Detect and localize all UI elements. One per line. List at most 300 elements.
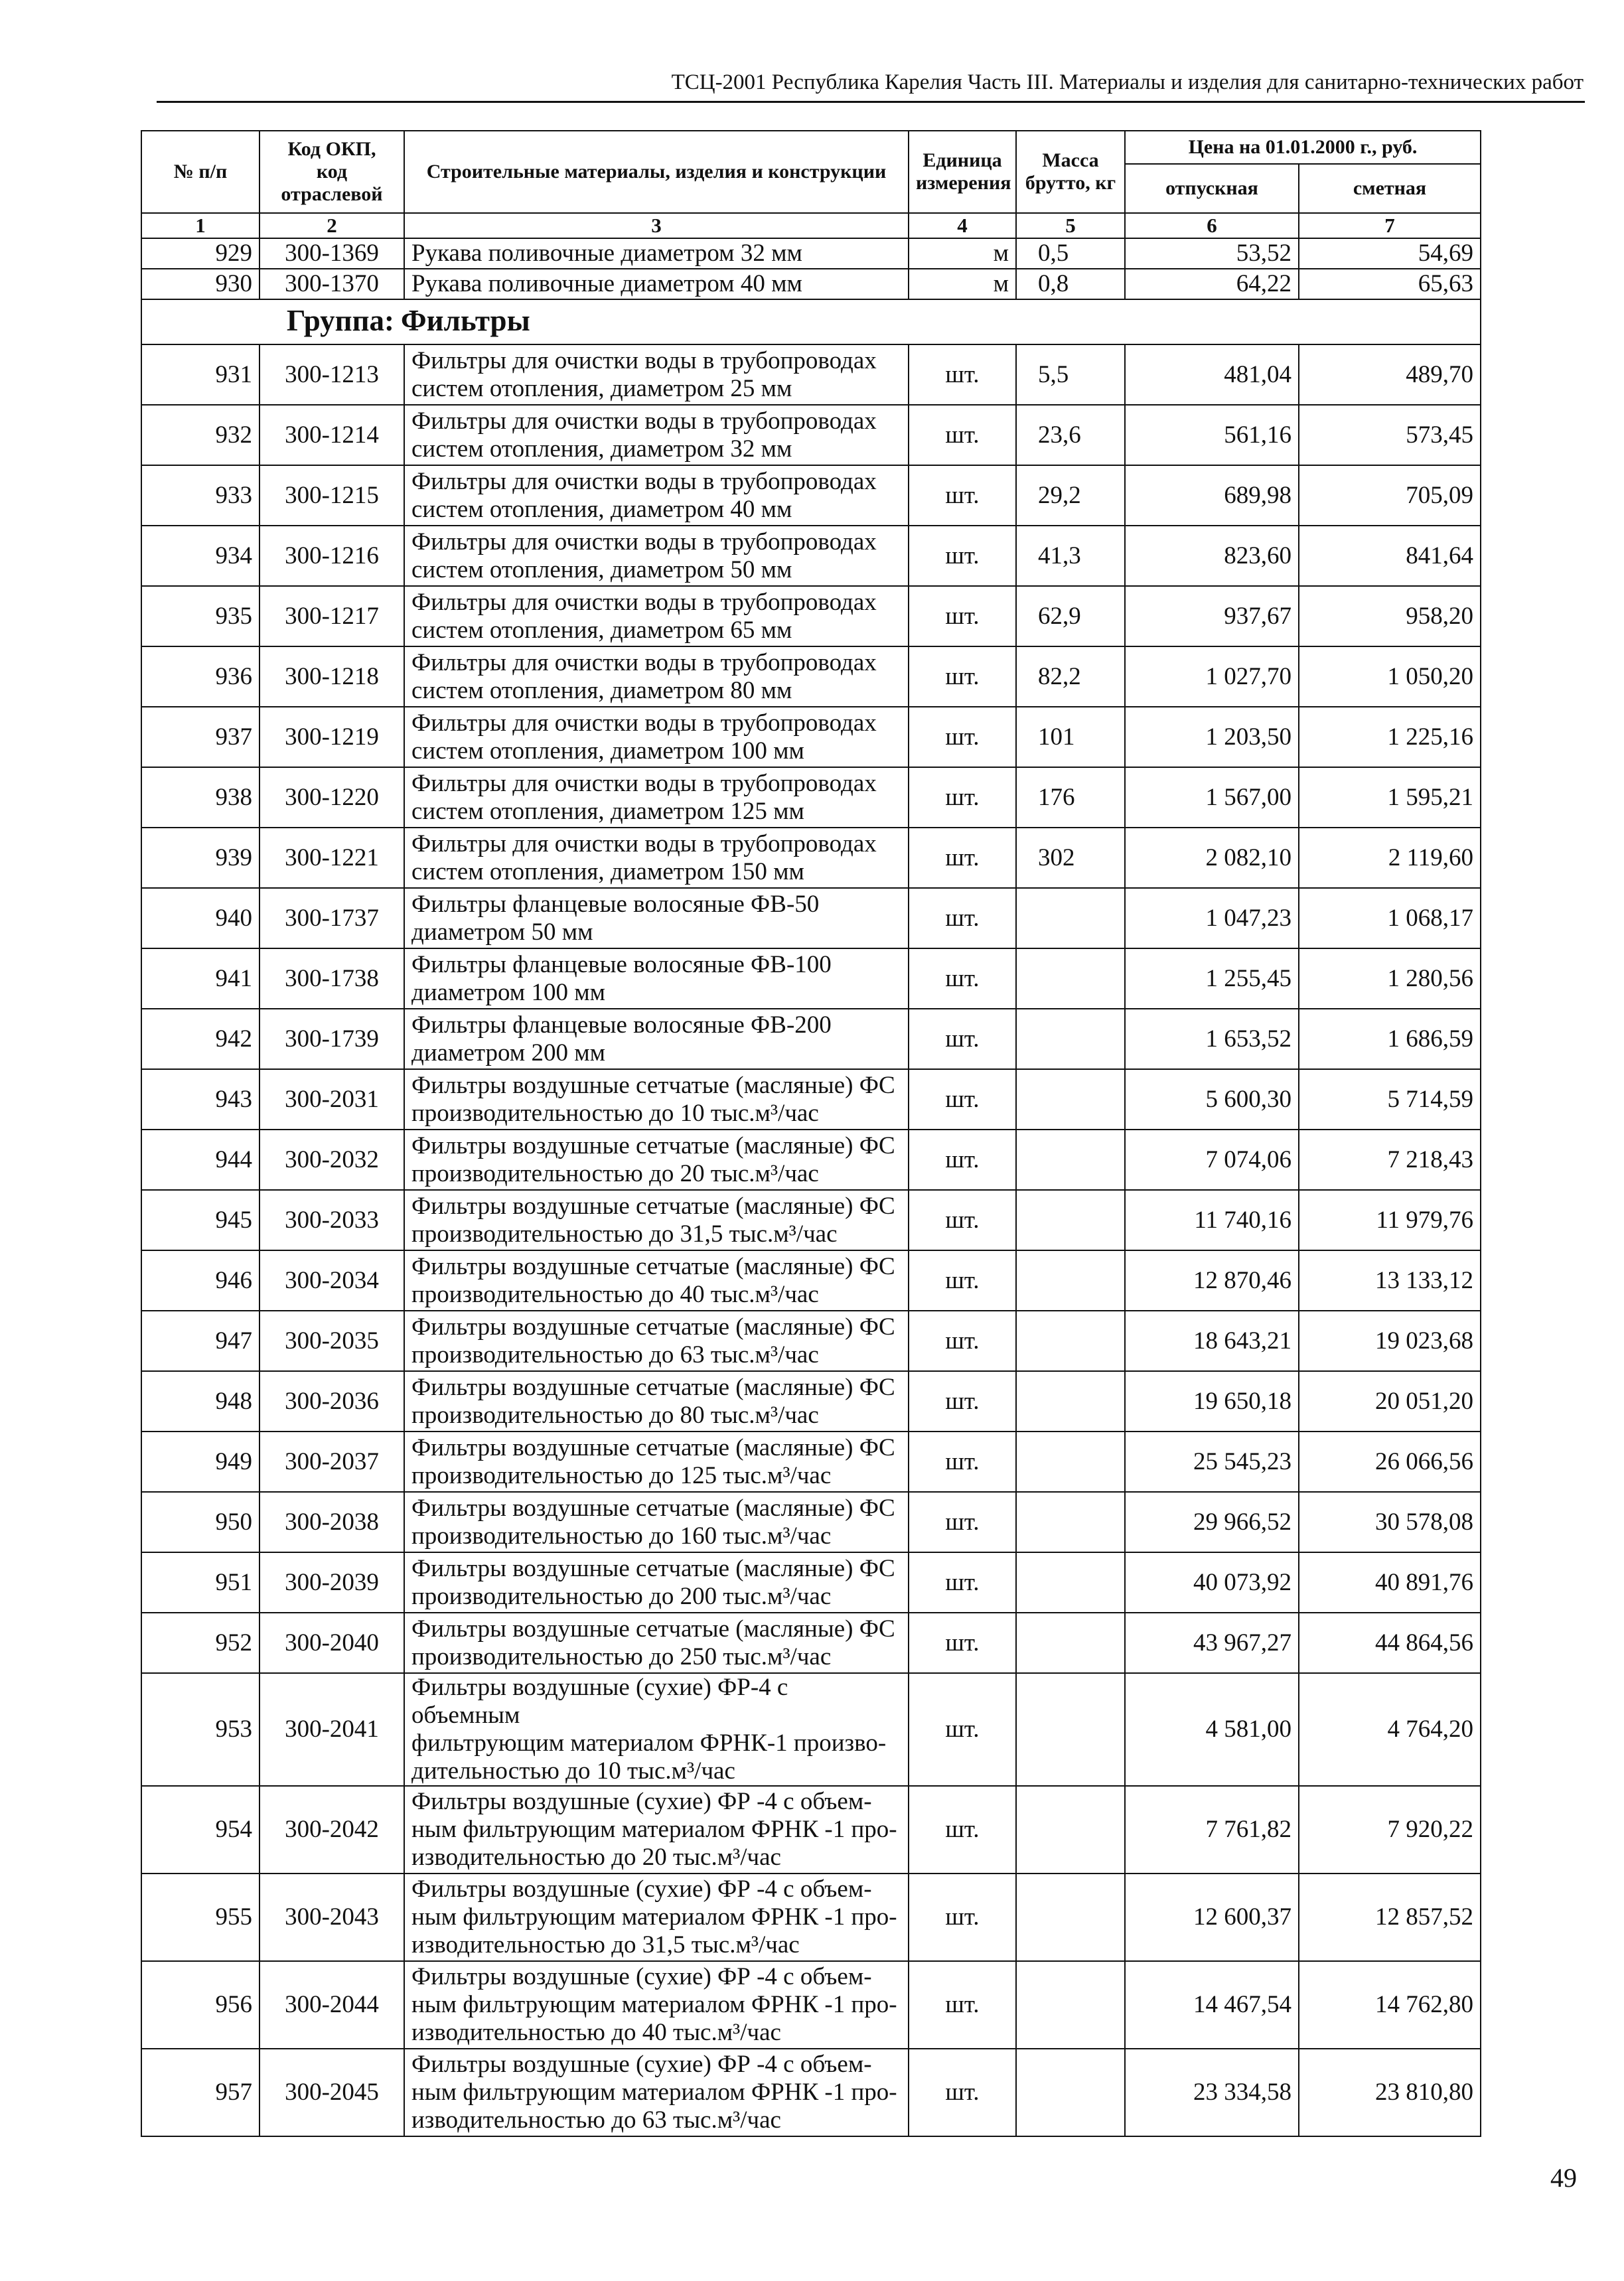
row-name — [404, 948, 909, 1009]
row-name-line: изводительностью до 31,5 тыс.м³/час — [411, 1931, 800, 1958]
row-name — [404, 344, 909, 405]
row-price-release: 40 073,92 — [1125, 1552, 1299, 1613]
row-code: 300-2039 — [259, 1552, 404, 1613]
row-unit: шт. — [909, 828, 1016, 888]
row-unit: шт. — [909, 1311, 1016, 1371]
row-name-line: Фильтры воздушные сетчатые (масляные) ФС — [411, 1192, 895, 1220]
row-price-release: 23 334,58 — [1125, 2049, 1299, 2136]
header-col-number: 6 — [1125, 213, 1299, 238]
row-name-line: Фильтры для очистки воды в трубопроводах — [411, 467, 877, 495]
row-num: 952 — [141, 1613, 259, 1673]
row-name-line: изводительностью до 40 тыс.м³/час — [411, 2019, 781, 2046]
row-code: 300-1220 — [259, 767, 404, 828]
row-mass: 23,6 — [1016, 405, 1125, 465]
row-price-release: 689,98 — [1125, 465, 1299, 526]
row-name-line: Фильтры для очистки воды в трубопроводах — [411, 648, 877, 676]
row-price-release: 12 600,37 — [1125, 1874, 1299, 1961]
row-unit: шт. — [909, 1009, 1016, 1069]
row-price-estimate: 573,45 — [1299, 405, 1481, 465]
row-name-line: Фильтры для очистки воды в трубопроводах — [411, 769, 877, 797]
row-mass — [1016, 1492, 1125, 1552]
header-col-number: 4 — [909, 213, 1016, 238]
row-code: 300-2045 — [259, 2049, 404, 2136]
row-price-estimate: 19 023,68 — [1299, 1311, 1481, 1371]
row-unit: шт. — [909, 646, 1016, 707]
row-price-release: 1 027,70 — [1125, 646, 1299, 707]
row-name-line: ным фильтрующим материалом ФРНК -1 про- — [411, 1903, 897, 1931]
row-name-line: Фильтры воздушные сетчатые (масляные) ФС — [411, 1132, 895, 1159]
row-price-estimate: 1 595,21 — [1299, 767, 1481, 828]
row-name-line: Фильтры воздушные (сухие) ФР -4 с объем- — [411, 1788, 872, 1815]
row-name-line: Фильтры воздушные сетчатые (масляные) ФС — [411, 1252, 895, 1280]
row-num: 939 — [141, 828, 259, 888]
row-name — [404, 2049, 909, 2136]
row-name — [404, 767, 909, 828]
row-name-line: ным фильтрующим материалом ФРНК -1 про- — [411, 2079, 897, 2106]
row-name-line: дительностью до 10 тыс.м³/час — [411, 1757, 735, 1785]
row-unit: шт. — [909, 586, 1016, 646]
row-code: 300-2033 — [259, 1190, 404, 1250]
row-price-estimate: 1 068,17 — [1299, 888, 1481, 948]
table-row — [141, 1961, 1481, 2049]
row-code: 300-2038 — [259, 1492, 404, 1552]
row-num: 937 — [141, 707, 259, 767]
row-name-line: Фильтры для очистки воды в трубопроводах — [411, 709, 877, 737]
row-mass — [1016, 1311, 1125, 1371]
row-mass: 176 — [1016, 767, 1125, 828]
row-code: 300-2043 — [259, 1874, 404, 1961]
row-code: 300-1738 — [259, 948, 404, 1009]
row-price-release: 4 581,00 — [1125, 1673, 1299, 1786]
row-name-line: производительностью до 160 тыс.м³/час — [411, 1522, 832, 1550]
row-price-estimate: 5 714,59 — [1299, 1069, 1481, 1130]
row-name — [404, 586, 909, 646]
row-price-release: 64,22 — [1125, 269, 1299, 299]
row-name-line: Фильтры воздушные (сухие) ФР -4 с объем- — [411, 1963, 872, 1990]
row-unit: шт. — [909, 948, 1016, 1009]
row-price-estimate: 26 066,56 — [1299, 1432, 1481, 1492]
row-mass: 302 — [1016, 828, 1125, 888]
row-price-estimate: 11 979,76 — [1299, 1190, 1481, 1250]
row-price-estimate: 7 218,43 — [1299, 1130, 1481, 1190]
table-row — [141, 1613, 1481, 1673]
table-row — [141, 828, 1481, 888]
table-row — [141, 888, 1481, 948]
header-unit: Единица измерения — [909, 131, 1016, 213]
row-price-release: 12 870,46 — [1125, 1250, 1299, 1311]
row-name-line: Фильтры воздушные сетчатые (масляные) ФС — [411, 1615, 895, 1643]
row-price-estimate: 2 119,60 — [1299, 828, 1481, 888]
row-price-release: 7 074,06 — [1125, 1130, 1299, 1190]
row-num: 950 — [141, 1492, 259, 1552]
row-price-estimate: 13 133,12 — [1299, 1250, 1481, 1311]
row-mass — [1016, 1250, 1125, 1311]
row-name-line: производительностью до 63 тыс.м³/час — [411, 1341, 819, 1368]
row-unit: шт. — [909, 526, 1016, 586]
group-title: Фильтры — [401, 304, 530, 337]
row-unit: шт. — [909, 2049, 1016, 2136]
row-num: 931 — [141, 344, 259, 405]
row-unit: шт. — [909, 1069, 1016, 1130]
row-name — [404, 1130, 909, 1190]
table-row — [141, 526, 1481, 586]
row-unit: м — [909, 269, 1016, 299]
row-name-line: ным фильтрующим материалом ФРНК -1 про- — [411, 1816, 897, 1843]
row-name-line: Фильтры воздушные сетчатые (масляные) ФС — [411, 1313, 895, 1341]
row-name-line: систем отопления, диаметром 40 мм — [411, 495, 792, 523]
table-row — [141, 767, 1481, 828]
row-price-estimate: 958,20 — [1299, 586, 1481, 646]
row-unit: шт. — [909, 1250, 1016, 1311]
table-row — [141, 465, 1481, 526]
table-row — [141, 1190, 1481, 1250]
table-row — [141, 1371, 1481, 1432]
row-price-estimate: 12 857,52 — [1299, 1874, 1481, 1961]
row-price-estimate: 1 280,56 — [1299, 948, 1481, 1009]
row-name — [404, 1190, 909, 1250]
row-name — [404, 465, 909, 526]
row-mass — [1016, 1009, 1125, 1069]
row-num: 936 — [141, 646, 259, 707]
row-name — [404, 1961, 909, 2049]
table-row — [141, 344, 1481, 405]
row-name-line: систем отопления, диаметром 150 мм — [411, 857, 804, 885]
row-code: 300-1370 — [259, 269, 404, 299]
table-body — [141, 238, 1481, 2136]
row-code: 300-2035 — [259, 1311, 404, 1371]
row-name-line: фильтрующим материалом ФРНК-1 произво- — [411, 1729, 887, 1757]
table-row — [141, 405, 1481, 465]
row-mass — [1016, 1190, 1125, 1250]
row-name — [404, 1613, 909, 1673]
row-name — [404, 1311, 909, 1371]
row-unit: шт. — [909, 707, 1016, 767]
row-code: 300-2041 — [259, 1673, 404, 1786]
header-rule — [157, 101, 1585, 103]
row-code: 300-1219 — [259, 707, 404, 767]
row-price-estimate: 40 891,76 — [1299, 1552, 1481, 1613]
table-row — [141, 1492, 1481, 1552]
row-code: 300-2044 — [259, 1961, 404, 2049]
row-price-estimate: 841,64 — [1299, 526, 1481, 586]
row-unit: шт. — [909, 1492, 1016, 1552]
row-name-line: Фильтры для очистки воды в трубопроводах — [411, 588, 877, 616]
row-code: 300-1737 — [259, 888, 404, 948]
row-mass: 29,2 — [1016, 465, 1125, 526]
row-num: 935 — [141, 586, 259, 646]
row-name-line: Фильтры для очистки воды в трубопроводах — [411, 346, 877, 374]
row-price-estimate: 20 051,20 — [1299, 1371, 1481, 1432]
table-row — [141, 1786, 1481, 1874]
table-row — [141, 1874, 1481, 1961]
row-code: 300-1221 — [259, 828, 404, 888]
row-mass — [1016, 1130, 1125, 1190]
row-price-estimate: 23 810,80 — [1299, 2049, 1481, 2136]
row-name — [404, 1250, 909, 1311]
row-name-line: систем отопления, диаметром 50 мм — [411, 555, 792, 583]
row-num: 943 — [141, 1069, 259, 1130]
row-unit: шт. — [909, 465, 1016, 526]
row-unit: шт. — [909, 1130, 1016, 1190]
row-name-line: Фильтры фланцевые волосяные ФВ-100 — [411, 950, 832, 978]
page-number: 49 — [1550, 2163, 1577, 2193]
row-code: 300-2036 — [259, 1371, 404, 1432]
row-name — [404, 1492, 909, 1552]
row-name — [404, 1874, 909, 1961]
row-num: 938 — [141, 767, 259, 828]
table-row — [141, 1432, 1481, 1492]
row-mass — [1016, 1552, 1125, 1613]
row-name — [404, 1009, 909, 1069]
row-code: 300-1215 — [259, 465, 404, 526]
row-code: 300-2034 — [259, 1250, 404, 1311]
row-code: 300-2042 — [259, 1786, 404, 1874]
row-name-line: систем отопления, диаметром 32 мм — [411, 435, 792, 463]
row-name — [404, 526, 909, 586]
header-price-release: отпускная — [1125, 164, 1299, 213]
row-name — [404, 646, 909, 707]
row-code: 300-1217 — [259, 586, 404, 646]
row-num: 956 — [141, 1961, 259, 2049]
row-mass — [1016, 1371, 1125, 1432]
row-num: 932 — [141, 405, 259, 465]
header-price-estimate: сметная — [1299, 164, 1481, 213]
row-name-line: производительностью до 250 тыс.м³/час — [411, 1643, 832, 1670]
row-num: 945 — [141, 1190, 259, 1250]
row-name-line: Фильтры воздушные (сухие) ФР -4 с объем- — [411, 1876, 872, 1903]
row-price-release: 18 643,21 — [1125, 1311, 1299, 1371]
row-num: 947 — [141, 1311, 259, 1371]
row-num: 942 — [141, 1009, 259, 1069]
row-name-line: Фильтры для очистки воды в трубопроводах — [411, 830, 877, 857]
row-num: 955 — [141, 1874, 259, 1961]
row-num: 933 — [141, 465, 259, 526]
row-name-line: производительностью до 10 тыс.м³/час — [411, 1099, 819, 1127]
row-price-release: 1 567,00 — [1125, 767, 1299, 828]
row-name-line: систем отопления, диаметром 25 мм — [411, 374, 792, 402]
row-name — [404, 1786, 909, 1874]
table-row — [141, 2049, 1481, 2136]
row-name-line: производительностью до 80 тыс.м³/час — [411, 1401, 819, 1429]
table-row — [141, 1069, 1481, 1130]
row-price-estimate: 1 050,20 — [1299, 646, 1481, 707]
row-price-estimate: 44 864,56 — [1299, 1613, 1481, 1673]
row-num: 946 — [141, 1250, 259, 1311]
row-num: 934 — [141, 526, 259, 586]
row-name — [404, 1432, 909, 1492]
row-name-line: производительностью до 20 тыс.м³/час — [411, 1159, 819, 1187]
row-price-estimate: 705,09 — [1299, 465, 1481, 526]
row-code: 300-1739 — [259, 1009, 404, 1069]
row-price-release: 481,04 — [1125, 344, 1299, 405]
row-name-line: Фильтры воздушные (сухие) ФР-4 с объемным — [411, 1674, 788, 1729]
table-row — [141, 269, 1481, 299]
table-row — [141, 1673, 1481, 1786]
row-price-release: 43 967,27 — [1125, 1613, 1299, 1673]
header-code — [259, 131, 404, 213]
table-row — [141, 948, 1481, 1009]
table-row — [141, 707, 1481, 767]
row-name-line: производительностью до 31,5 тыс.м³/час — [411, 1220, 838, 1248]
row-code: 300-1213 — [259, 344, 404, 405]
price-table — [141, 130, 1481, 2137]
row-num: 957 — [141, 2049, 259, 2136]
group-prefix: Группа: — [286, 304, 394, 337]
row-mass: 41,3 — [1016, 526, 1125, 586]
row-mass — [1016, 1786, 1125, 1874]
row-name-line: Фильтры для очистки воды в трубопроводах — [411, 528, 877, 555]
row-price-estimate: 4 764,20 — [1299, 1673, 1481, 1786]
row-price-release: 5 600,30 — [1125, 1069, 1299, 1130]
row-num: 941 — [141, 948, 259, 1009]
row-price-estimate: 54,69 — [1299, 238, 1481, 269]
row-price-estimate: 14 762,80 — [1299, 1961, 1481, 2049]
row-name: Рукава поливочные диаметром 32 мм — [404, 238, 909, 269]
header-code-line-1: Код ОКП, — [287, 138, 376, 160]
row-name-line: диаметром 200 мм — [411, 1039, 606, 1067]
row-price-estimate: 1 686,59 — [1299, 1009, 1481, 1069]
row-price-estimate: 7 920,22 — [1299, 1786, 1481, 1874]
row-name-line: производительностью до 125 тыс.м³/час — [411, 1461, 832, 1489]
header-col-number: 7 — [1299, 213, 1481, 238]
row-mass — [1016, 1673, 1125, 1786]
table-header — [141, 131, 1481, 238]
row-name — [404, 1673, 909, 1786]
row-num: 944 — [141, 1130, 259, 1190]
row-name-line: Фильтры воздушные сетчатые (масляные) ФС — [411, 1373, 895, 1401]
table-row — [141, 586, 1481, 646]
row-name-line: изводительностью до 20 тыс.м³/час — [411, 1844, 781, 1871]
table-row — [141, 238, 1481, 269]
row-unit: шт. — [909, 1673, 1016, 1786]
row-price-estimate: 1 225,16 — [1299, 707, 1481, 767]
row-price-release: 11 740,16 — [1125, 1190, 1299, 1250]
row-unit: м — [909, 238, 1016, 269]
row-name-line: Фильтры воздушные сетчатые (масляные) ФС — [411, 1494, 895, 1522]
row-name-line: Фильтры воздушные сетчатые (масляные) ФС — [411, 1071, 895, 1099]
row-price-release: 561,16 — [1125, 405, 1299, 465]
row-unit: шт. — [909, 888, 1016, 948]
row-name-line: диаметром 50 мм — [411, 918, 593, 946]
row-mass: 0,8 — [1016, 269, 1125, 299]
row-mass — [1016, 948, 1125, 1009]
row-name-line: Фильтры фланцевые волосяные ФВ-200 — [411, 1011, 832, 1039]
row-code: 300-2032 — [259, 1130, 404, 1190]
row-unit: шт. — [909, 1961, 1016, 2049]
row-name-line: систем отопления, диаметром 65 мм — [411, 616, 792, 644]
row-num: 940 — [141, 888, 259, 948]
row-name-line: Фильтры воздушные (сухие) ФР -4 с объем- — [411, 2051, 872, 2078]
row-unit: шт. — [909, 1786, 1016, 1874]
header-code-line-3: отраслевой — [281, 183, 383, 205]
group-row — [141, 299, 1481, 344]
row-unit: шт. — [909, 1371, 1016, 1432]
row-unit: шт. — [909, 1432, 1016, 1492]
row-num: 954 — [141, 1786, 259, 1874]
row-mass — [1016, 1961, 1125, 2049]
row-price-estimate: 65,63 — [1299, 269, 1481, 299]
row-num: 953 — [141, 1673, 259, 1786]
header-col-number: 1 — [141, 213, 259, 238]
header-mass: Масса брутто, кг — [1016, 131, 1125, 213]
row-mass — [1016, 2049, 1125, 2136]
row-price-release: 937,67 — [1125, 586, 1299, 646]
row-num: 930 — [141, 269, 259, 299]
row-mass: 5,5 — [1016, 344, 1125, 405]
row-name-line: Фильтры воздушные сетчатые (масляные) ФС — [411, 1434, 895, 1461]
row-price-release: 1 047,23 — [1125, 888, 1299, 948]
row-unit: шт. — [909, 767, 1016, 828]
row-unit: шт. — [909, 344, 1016, 405]
header-num: № п/п — [141, 131, 259, 213]
header-col-number: 2 — [259, 213, 404, 238]
row-code: 300-2040 — [259, 1613, 404, 1673]
row-name — [404, 888, 909, 948]
row-name-line: систем отопления, диаметром 125 мм — [411, 797, 804, 825]
row-name — [404, 707, 909, 767]
row-num: 929 — [141, 238, 259, 269]
row-name-line: диаметром 100 мм — [411, 978, 606, 1006]
table-row — [141, 1130, 1481, 1190]
row-unit: шт. — [909, 405, 1016, 465]
row-price-release: 29 966,52 — [1125, 1492, 1299, 1552]
header-col-number: 5 — [1016, 213, 1125, 238]
row-name-line: производительностью до 200 тыс.м³/час — [411, 1582, 832, 1610]
row-unit: шт. — [909, 1190, 1016, 1250]
row-unit: шт. — [909, 1613, 1016, 1673]
row-code: 300-1214 — [259, 405, 404, 465]
row-num: 951 — [141, 1552, 259, 1613]
row-unit: шт. — [909, 1874, 1016, 1961]
row-price-release: 823,60 — [1125, 526, 1299, 586]
group-heading — [141, 299, 1481, 344]
row-unit: шт. — [909, 1552, 1016, 1613]
row-num: 948 — [141, 1371, 259, 1432]
row-code: 300-2031 — [259, 1069, 404, 1130]
row-mass: 101 — [1016, 707, 1125, 767]
row-name — [404, 1552, 909, 1613]
row-mass: 62,9 — [1016, 586, 1125, 646]
row-name — [404, 405, 909, 465]
row-mass — [1016, 888, 1125, 948]
row-name — [404, 828, 909, 888]
row-name — [404, 1371, 909, 1432]
header-code-line-2: код — [316, 161, 348, 183]
table-row — [141, 1311, 1481, 1371]
header-price-group: Цена на 01.01.2000 г., руб. — [1125, 131, 1481, 164]
row-name-line: Фильтры воздушные сетчатые (масляные) ФС — [411, 1554, 895, 1582]
running-head: ТСЦ-2001 Республика Карелия Часть III. Материалы и изделия для санитарно-технических работ — [671, 70, 1584, 94]
row-price-release: 14 467,54 — [1125, 1961, 1299, 2049]
row-mass — [1016, 1874, 1125, 1961]
table-row — [141, 1009, 1481, 1069]
row-name — [404, 1069, 909, 1130]
table-row — [141, 1250, 1481, 1311]
table-row — [141, 646, 1481, 707]
row-name-line: систем отопления, диаметром 80 мм — [411, 676, 792, 704]
row-mass — [1016, 1069, 1125, 1130]
row-name-line: ным фильтрующим материалом ФРНК -1 про- — [411, 1991, 897, 2018]
row-price-release: 25 545,23 — [1125, 1432, 1299, 1492]
row-price-release: 7 761,82 — [1125, 1786, 1299, 1874]
row-price-release: 2 082,10 — [1125, 828, 1299, 888]
row-price-estimate: 30 578,08 — [1299, 1492, 1481, 1552]
row-code: 300-1218 — [259, 646, 404, 707]
table-row — [141, 1552, 1481, 1613]
row-code: 300-2037 — [259, 1432, 404, 1492]
row-name-line: изводительностью до 63 тыс.м³/час — [411, 2106, 781, 2134]
row-mass: 82,2 — [1016, 646, 1125, 707]
